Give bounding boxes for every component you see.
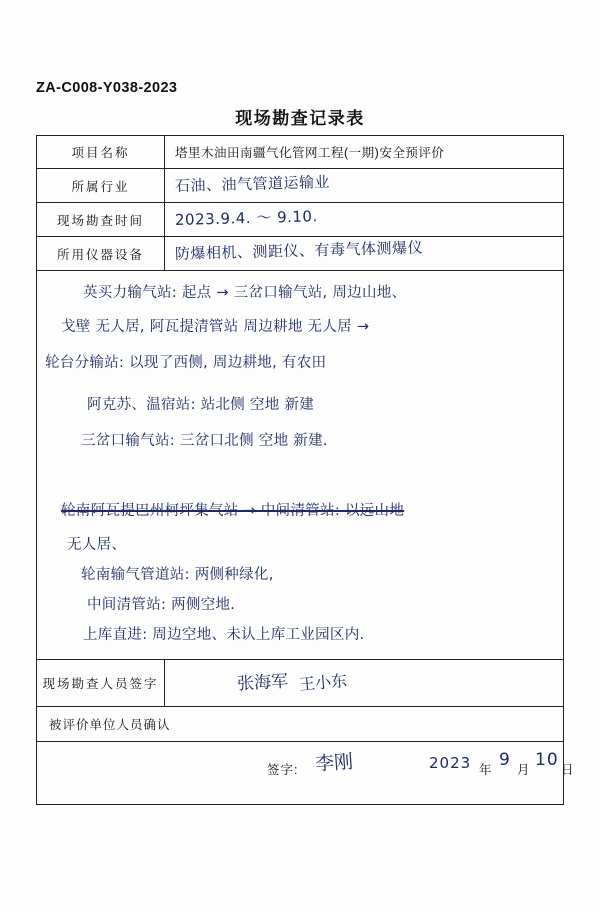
table-row-confirm bbox=[37, 707, 563, 742]
inspector-signature-area bbox=[175, 666, 553, 700]
survey-note-line: 中间清管站: 两侧空地. bbox=[87, 597, 236, 613]
value-project-name: 塔里木油田南疆气化管网工程(一期)安全预评价 bbox=[175, 146, 445, 160]
survey-note-line: 上库直进: 周边空地、未认上库工业园区内. bbox=[83, 627, 365, 643]
value-instruments: 防爆相机、测距仪、有毒气体测爆仪 bbox=[174, 238, 424, 263]
date-day-unit: 日 bbox=[561, 763, 574, 777]
label-industry: 所属行业 bbox=[37, 169, 165, 202]
label-signature: 签字: bbox=[267, 763, 299, 777]
label-project-name: 项目名称 bbox=[37, 136, 165, 168]
survey-note-line: 戈壁 无人居, 阿瓦提清管站 周边耕地 无人居 → bbox=[61, 319, 370, 335]
date-year-unit: 年 bbox=[479, 763, 492, 777]
table-row-survey-time bbox=[37, 203, 563, 237]
inspector-signature-2: 王小东 bbox=[298, 670, 348, 695]
value-industry-wrap bbox=[165, 169, 563, 202]
label-confirm: 被评价单位人员确认 bbox=[49, 718, 171, 732]
value-survey-time-wrap bbox=[165, 203, 563, 236]
survey-note-line-struck: 轮南阿瓦提巴州柯坪集气站 → 中间清管站: 以远山地 bbox=[61, 503, 405, 519]
survey-body-cell bbox=[37, 271, 563, 659]
table-row-sign-date bbox=[37, 742, 574, 804]
page-title: 现场勘查记录表 bbox=[235, 109, 365, 128]
date-day-value: 10 bbox=[535, 750, 559, 770]
value-industry: 石油、油气管道运输业 bbox=[174, 172, 331, 195]
sign-date-area bbox=[37, 742, 574, 804]
survey-note-line: 轮南输气管道站: 两侧种绿化, bbox=[81, 567, 274, 583]
survey-note-line: 轮台分输站: 以现了西侧, 周边耕地, 有农田 bbox=[45, 355, 327, 371]
value-inspector-signature bbox=[165, 660, 563, 706]
table-row-instruments bbox=[37, 237, 563, 271]
date-year-value: 2023 bbox=[429, 754, 472, 772]
survey-note-line: 英买力输气站: 起点 → 三岔口输气站, 周边山地、 bbox=[83, 285, 407, 301]
survey-record-table bbox=[36, 135, 574, 805]
label-inspector-signature: 现场勘查人员签字 bbox=[37, 660, 165, 706]
confirm-signature: 李刚 bbox=[314, 750, 354, 776]
date-month-value: 9 bbox=[499, 750, 511, 770]
survey-note-line: 三岔口输气站: 三岔口北侧 空地 新建. bbox=[81, 433, 328, 449]
table-row-industry bbox=[37, 169, 563, 203]
survey-note-line: 阿克苏、温宿站: 站北侧 空地 新建 bbox=[87, 397, 315, 413]
table-row-inspector-signature bbox=[37, 660, 563, 707]
document-code: ZA-C008-Y038-2023 bbox=[36, 80, 178, 96]
table-row-survey-body bbox=[37, 271, 563, 660]
date-month-unit: 月 bbox=[517, 763, 530, 777]
survey-note-line: 无人居、 bbox=[67, 537, 127, 553]
table-row-project-name bbox=[37, 136, 563, 169]
label-survey-time: 现场勘查时间 bbox=[37, 203, 165, 236]
inspector-signature-1: 张海军 bbox=[236, 671, 289, 695]
value-survey-time: 2023.9.4. ～ 9.10. bbox=[174, 207, 318, 229]
label-instruments: 所用仪器设备 bbox=[37, 237, 165, 270]
value-instruments-wrap bbox=[165, 237, 563, 270]
